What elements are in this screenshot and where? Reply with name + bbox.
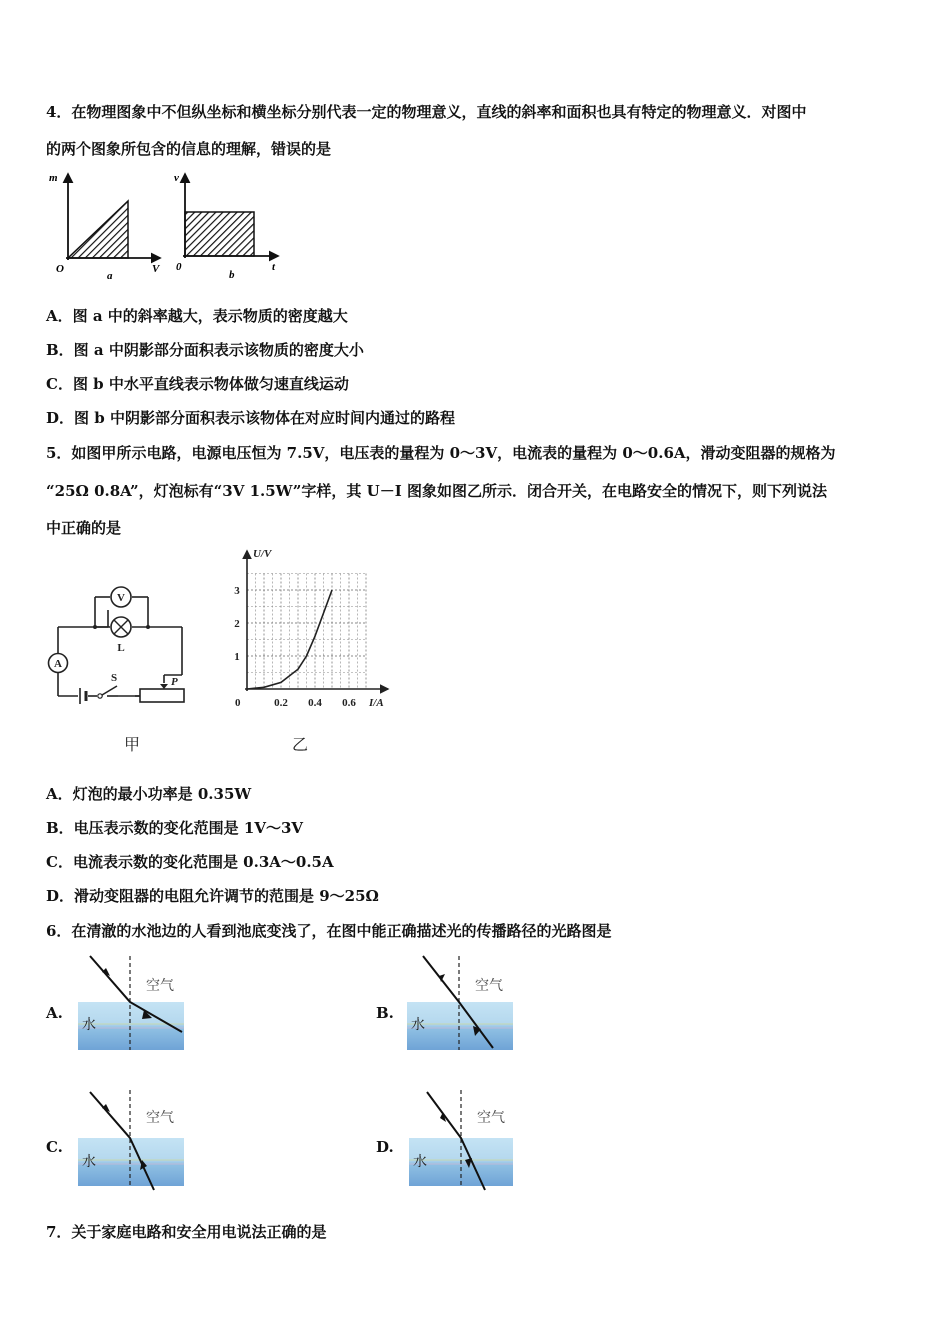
q6-option-b-letter: B. — [376, 1004, 394, 1022]
q6-option-c-letter: C. — [46, 1138, 63, 1156]
ui-graph-origin: 0 — [235, 697, 241, 709]
water-label: 水 — [82, 1154, 96, 1170]
q5-stem-line3: 中正确的是 — [46, 519, 122, 537]
graph-a-shaded-area — [68, 201, 128, 258]
q6-option-c-diagram — [76, 1086, 188, 1192]
q4-stem-line2: 的两个图象所包含的信息的理解，错误的是 — [46, 140, 332, 158]
air-label: 空气 — [146, 978, 174, 994]
slider-label: P — [171, 676, 178, 688]
graph-b-y-label: v — [174, 172, 179, 184]
ui-graph-grid — [247, 574, 366, 690]
q5-stem-line1: 5．如图甲所示电路，电源电压恒为 7.5V，电压表的量程为 0～3V，电流表的量程为 0～0.6A，滑动变阻器的规格为 — [46, 444, 836, 462]
q5-option-a: A．灯泡的最小功率是 0.35W — [46, 785, 252, 803]
ui-graph-caption: 乙 — [291, 735, 309, 754]
graph-a-caption: a — [107, 270, 113, 282]
q6-option-d-letter: D. — [376, 1138, 394, 1156]
q4-option-c: C．图 b 中水平直线表示物体做匀速直线运动 — [46, 375, 349, 393]
q5-option-d: D．滑动变阻器的电阻允许调节的范围是 9～25Ω — [46, 887, 379, 905]
q6-option-a-letter: A. — [46, 1004, 63, 1022]
x-tick-label: 0.6 — [342, 697, 356, 709]
y-tick-label: 3 — [234, 585, 240, 597]
q5-ui-graph — [225, 545, 400, 760]
q5-circuit-diagram — [40, 575, 200, 760]
x-tick-label: 0.4 — [308, 697, 322, 709]
graph-a-origin: O — [56, 263, 64, 275]
ui-graph-x-label: I/A — [369, 697, 384, 709]
q4-option-a: A．图 a 中的斜率越大，表示物质的密度越大 — [46, 307, 348, 325]
ui-graph-y-label: U/V — [253, 548, 272, 560]
air-label: 空气 — [146, 1110, 174, 1126]
graph-a-x-label: V — [152, 263, 160, 275]
q6-option-d-diagram — [405, 1086, 517, 1192]
ammeter-label: A — [54, 658, 62, 670]
q4-graphs — [40, 168, 300, 288]
water-label: 水 — [413, 1154, 427, 1170]
graph-b-x-label: t — [272, 261, 276, 273]
graph-b-origin: 0 — [176, 261, 182, 273]
water-label: 水 — [411, 1017, 425, 1033]
q4-stem-line1: 4．在物理图象中不但纵坐标和横坐标分别代表一定的物理意义，直线的斜率和面积也具有特定的物理意义．对图中 — [46, 103, 807, 121]
graph-b — [174, 172, 278, 281]
graph-a-y-label: m — [49, 172, 58, 184]
q4-option-b: B．图 a 中阴影部分面积表示该物质的密度大小 — [46, 341, 364, 359]
q5-option-b: B．电压表示数的变化范围是 1V～3V — [46, 819, 304, 837]
x-tick-label: 0.2 — [274, 697, 288, 709]
q6-stem: 6．在清澈的水池边的人看到池底变浅了，在图中能正确描述光的传播路径的光路图是 — [46, 922, 612, 940]
q6-option-a-diagram — [76, 952, 188, 1054]
q7-stem: 7．关于家庭电路和安全用电说法正确的是 — [46, 1223, 327, 1241]
q4-option-d: D．图 b 中阴影部分面积表示该物体在对应时间内通过的路程 — [46, 409, 455, 427]
water-label: 水 — [82, 1017, 96, 1033]
graph-b-caption: b — [229, 269, 235, 281]
q5-stem-line2: “25Ω 0.8A”，灯泡标有“3V 1.5W”字样，其 U－I 图象如图乙所示．闭合开关，在电路安全的情况下，则下列说法 — [46, 482, 827, 500]
rheostat — [140, 689, 184, 702]
voltmeter-label: V — [117, 592, 125, 604]
air-label: 空气 — [475, 978, 503, 994]
y-tick-label: 2 — [234, 618, 240, 630]
q5-option-c: C．电流表示数的变化范围是 0.3A～0.5A — [46, 853, 334, 871]
q6-option-b-diagram — [405, 952, 517, 1054]
circuit-caption: 甲 — [123, 735, 141, 754]
switch-label: S — [110, 672, 118, 684]
y-tick-label: 1 — [234, 651, 240, 663]
air-label: 空气 — [477, 1110, 505, 1126]
switch-icon — [98, 694, 102, 698]
lamp-label: L — [117, 642, 125, 654]
graph-b-shaded-area — [185, 212, 254, 256]
graph-a — [49, 172, 161, 282]
